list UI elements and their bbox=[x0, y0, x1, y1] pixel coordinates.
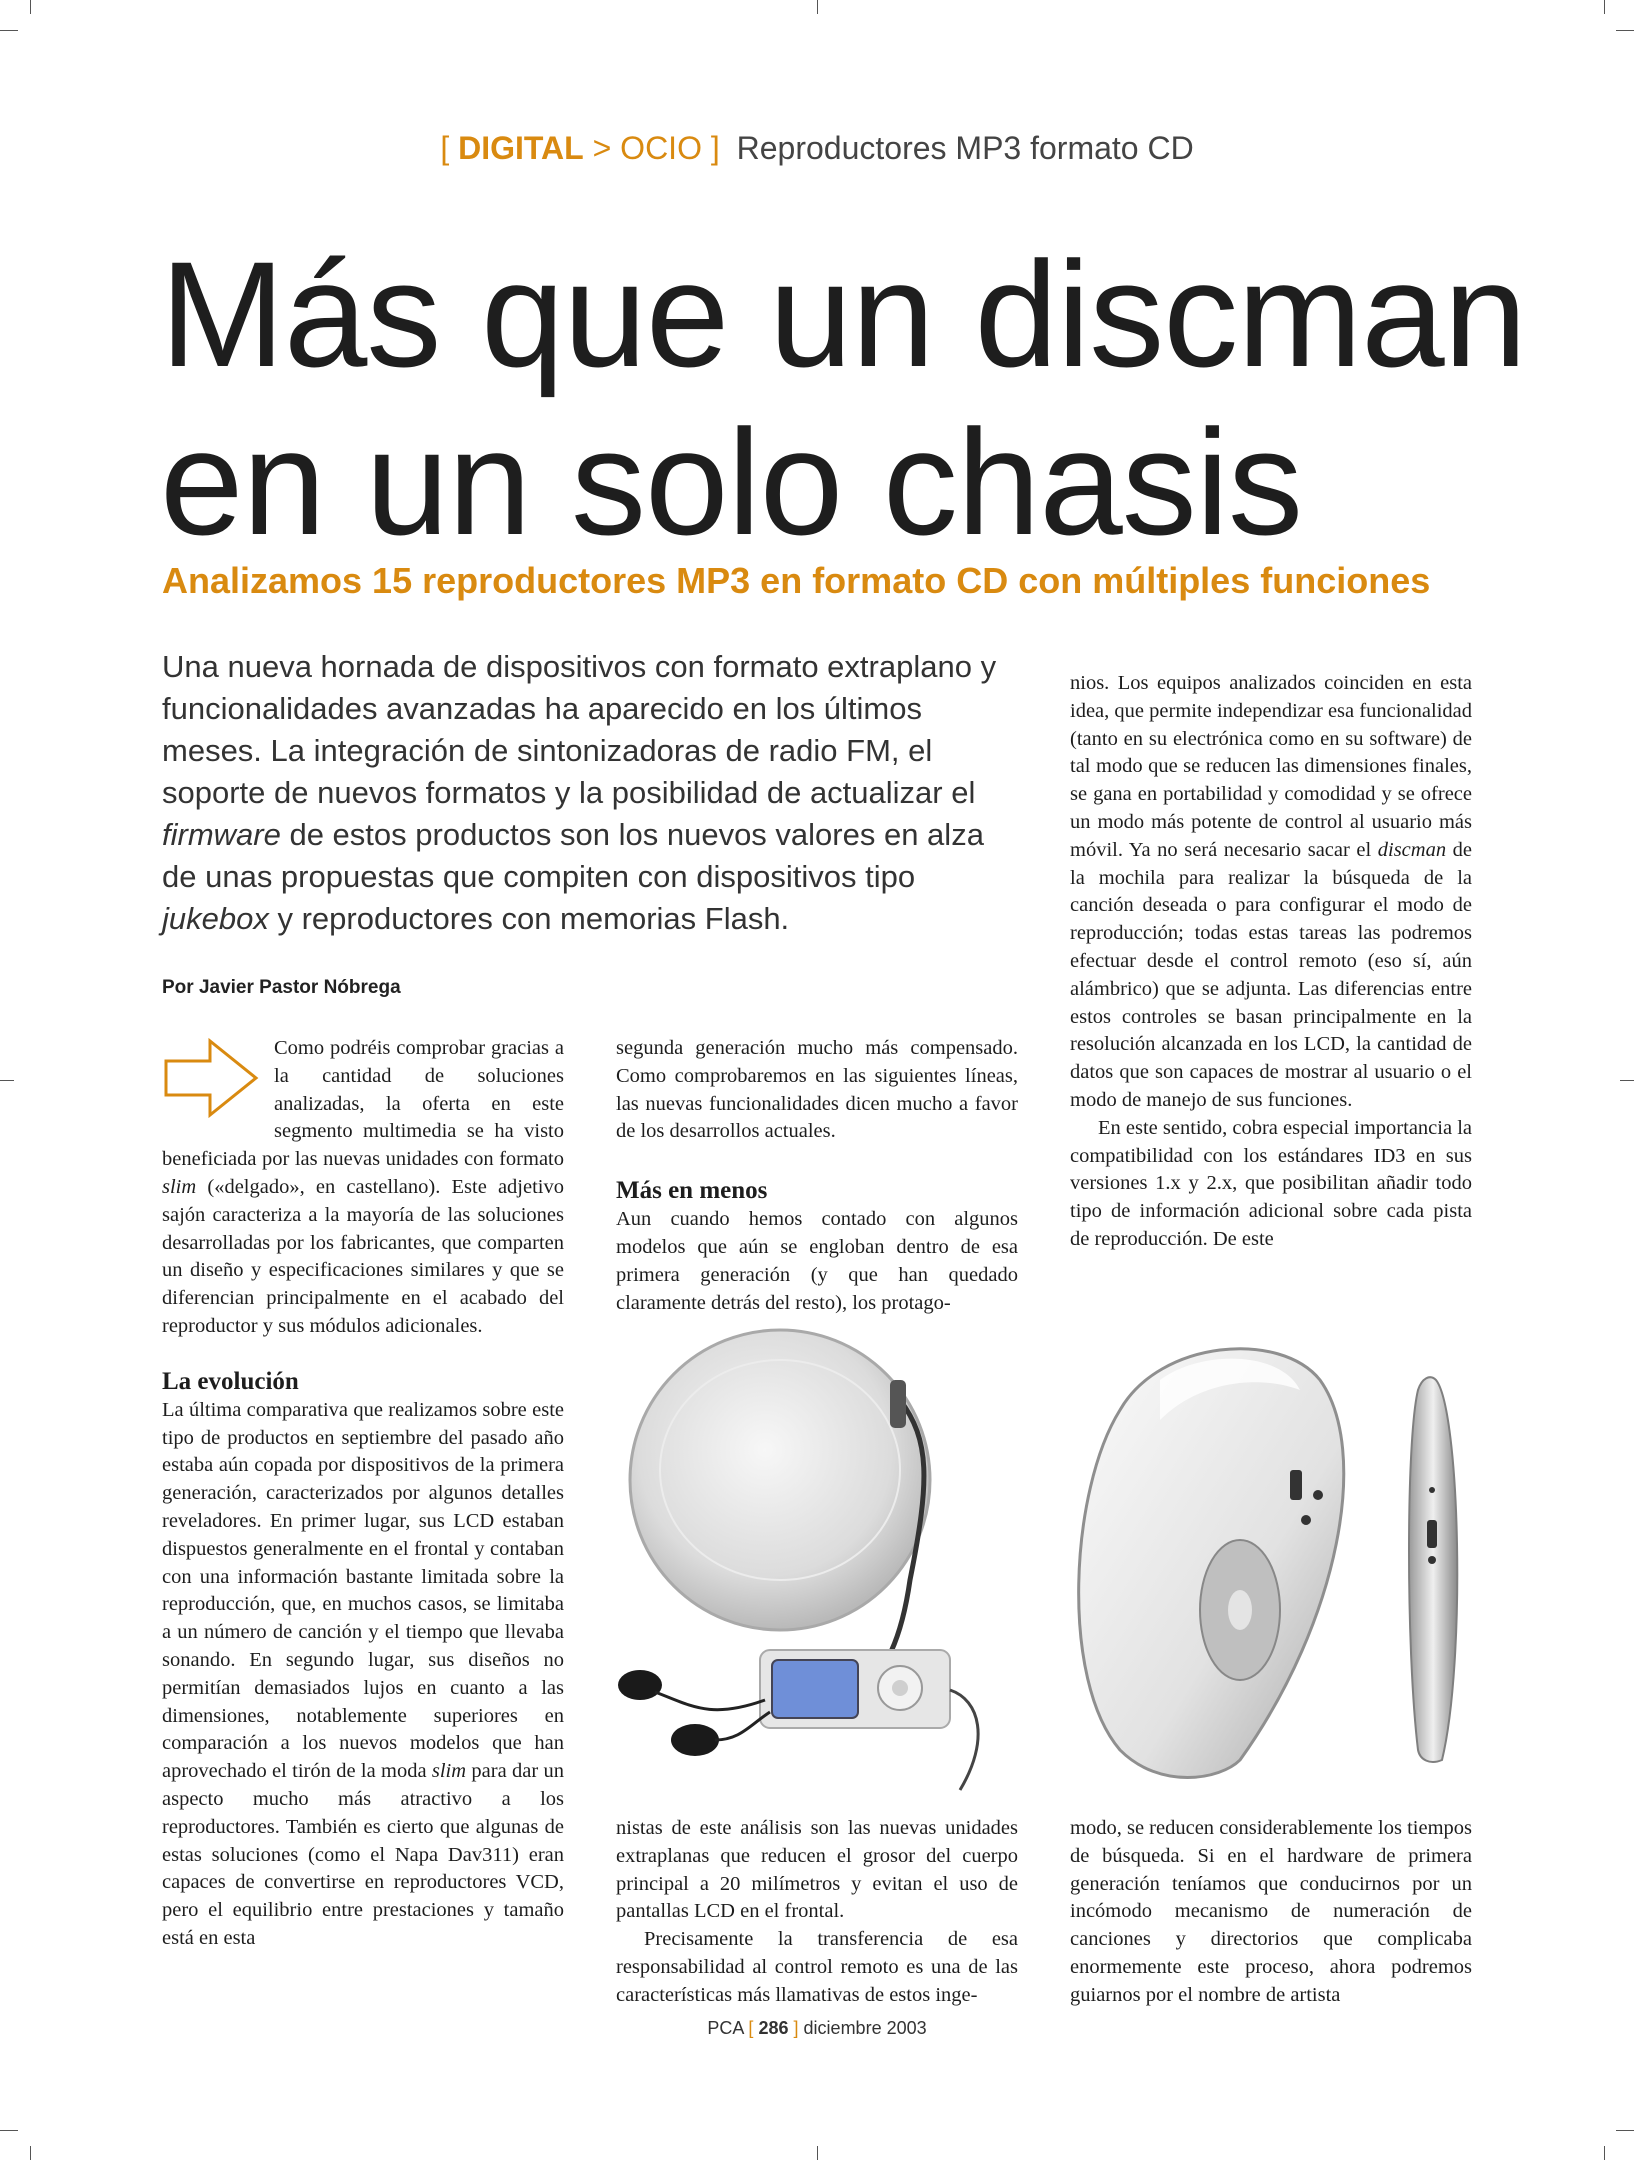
paragraph: Aun cuando hemos contado con algunos modelos que aún se engloban dentro de esa primera generación (y que han quedado claramente detrás del resto), los protago- bbox=[616, 1208, 1018, 1314]
issue-date: diciembre 2003 bbox=[803, 2018, 927, 2038]
lead-paragraph bbox=[162, 646, 1022, 940]
lead-emphasis: jukebox bbox=[162, 901, 269, 936]
crop-mark bbox=[1616, 30, 1634, 31]
lead-text: de estos productos son los nuevos valores en alza de unas propuestas que compiten con dispositivos tipo bbox=[162, 817, 984, 894]
section-heading: La evolución bbox=[162, 1367, 299, 1395]
crop-mark bbox=[0, 1080, 14, 1081]
lead-emphasis: firmware bbox=[162, 817, 281, 852]
arrow-right-icon bbox=[162, 1035, 262, 1121]
product-photo bbox=[600, 1320, 1480, 1800]
emphasis: discman bbox=[1377, 838, 1447, 861]
paragraph: modo, se reducen considerablemente los tiempos de búsqueda. Si en el hardware de primera generación teníamos que conducirnos por un incómodo mecanismo de numeración de canciones y directorios que complicaba enormemente este proceso, ahora podremos guiarnos por el nombre de artista bbox=[1070, 1817, 1472, 2006]
emphasis: slim bbox=[162, 1175, 197, 1198]
subtitle: Analizamos 15 reproductores MP3 en formato CD con múltiples funciones bbox=[162, 560, 1431, 601]
page-title bbox=[160, 230, 1540, 566]
section-heading: Más en menos bbox=[616, 1177, 768, 1205]
paragraph bbox=[162, 1397, 564, 1953]
paragraph-text: La última comparativa que realizamos sobre este tipo de productos en septiembre del pasado año estaba aún copada por dispositivos de la primera generación, caracterizados por algunos detalles reveladores. En primer lugar, sus LCD estaban dispuestos generalmente en el frontal y contaban con una información bastante limitada sobre la reproducción, que, en muchos casos, se limitaba a un número de canción y el tiempo que llevaba sonando. En segundo lugar, sus diseños no permitían demasiados lujos en cuanto a las dimensiones, notablemente superiores en comparación a los nuevos modelos que han aprovechado el tirón de la moda bbox=[162, 1398, 564, 1783]
title-line: en un solo chasis bbox=[160, 398, 1303, 566]
crop-mark bbox=[1616, 2130, 1634, 2131]
paragraph: segunda generación mucho más compensado. Como comprobaremos en las siguientes líneas, las nuevas funcionalidades dicen mucho a favor de los desarrollos actuales. bbox=[616, 1037, 1018, 1143]
lead-text: Una nueva hornada de dispositivos con formato extraplano y funcionalidades avanzadas ha aparecido en los últimos meses. La integración de sintonizadoras de radio FM, el soporte de nuevos formatos y la posibilidad de actualizar el bbox=[162, 649, 997, 810]
article-column-1 bbox=[162, 1035, 564, 1953]
article-column-2-continued bbox=[616, 1815, 1018, 2010]
paragraph: Precisamente la transferencia de esa responsabilidad al control remoto es una de las características más llamativas de estos inge- bbox=[616, 1928, 1018, 2006]
topic-label: Reproductores MP3 formato CD bbox=[736, 130, 1194, 166]
crop-mark bbox=[0, 30, 18, 31]
bracket: ] bbox=[793, 2018, 799, 2038]
crop-mark bbox=[1604, 0, 1605, 14]
byline: Por Javier Pastor Nóbrega bbox=[162, 977, 401, 998]
subsection-link[interactable]: OCIO bbox=[620, 130, 702, 166]
paragraph-text: Como podréis comprobar gracias a la cantidad de soluciones analizadas, la oferta en este segmento multimedia se ha visto beneficiada por las nuevas unidades con formato bbox=[162, 1037, 564, 1171]
emphasis: slim bbox=[431, 1760, 467, 1783]
crop-mark bbox=[1620, 1080, 1634, 1081]
crop-mark bbox=[0, 2130, 18, 2131]
paragraph-text: («delgado», en castellano). Este adjetivo sajón caracteriza a la mayoría de las soluciones desarrolladas por los fabricantes, que comparten un diseño y especificaciones similares y que se diferencian principalmente en el acabado del reproductor y sus módulos adicionales. bbox=[162, 1175, 564, 1337]
paragraph bbox=[1070, 670, 1472, 1115]
paragraph-text: para dar un aspecto mucho más atractivo a los reproductores. También es cierto que algunas de estas soluciones (como el Napa Dav311) eran capaces de convertirse en reproductores VCD, pero el equilibrio entre prestaciones y tamaño está en esta bbox=[162, 1760, 564, 1949]
publication-name: PCA bbox=[707, 2018, 744, 2038]
page-number: 286 bbox=[758, 2018, 789, 2038]
bracket: [ bbox=[748, 2018, 754, 2038]
paragraph: En este sentido, cobra especial importancia la compatibilidad con los estándares ID3 en sus versiones 1.x y 2.x, que posibilitan añadir todo tipo de información adicional sobre cada pista de reproducción. De este bbox=[1070, 1116, 1472, 1250]
page-footer bbox=[0, 2018, 1634, 2039]
bracket: ] bbox=[710, 130, 720, 166]
crop-mark bbox=[817, 2146, 818, 2160]
article-column-2 bbox=[616, 1035, 1018, 1317]
paragraph: nistas de este análisis son las nuevas unidades extraplanas que reducen el grosor del cuerpo principal a 20 milímetros y evitan el uso de pantallas LCD en el frontal. bbox=[616, 1817, 1018, 1923]
crop-mark bbox=[30, 2146, 31, 2160]
article-column-3 bbox=[1070, 670, 1472, 1254]
crop-mark bbox=[30, 0, 31, 14]
lead-text: y reproductores con memorias Flash. bbox=[268, 901, 790, 936]
paragraph-text: de la mochila para realizar la búsqueda de la canción deseada o para configurar el modo de reproducción; todas estas tareas las podremos efectuar desde el control remoto (eso sí, aún alámbrico) que se adjunta. Las diferencias entre estos controles se basan principalmente en la resolución alcanzada en los LCD, la cantidad de datos que son capaces de mostrar al usuario o el modo de manejo de sus funciones. bbox=[1070, 838, 1472, 1111]
title-line: Más que un discman bbox=[160, 230, 1527, 398]
section-link[interactable]: DIGITAL bbox=[458, 130, 584, 166]
article-column-3-continued bbox=[1070, 1815, 1472, 2010]
section-header bbox=[0, 130, 1634, 167]
paragraph-text: nios. Los equipos analizados coinciden en esta idea, que permite independizar esa funcionalidad (tanto en su electrónica como en su software) de tal modo que se reducen las dimensiones finales, se gana en portabilidad y comodidad y se ofrece un modo más potente de control al usuario más móvil. Ya no será necesario sacar el bbox=[1070, 672, 1472, 861]
separator: > bbox=[592, 130, 612, 166]
crop-mark bbox=[817, 0, 818, 14]
crop-mark bbox=[1604, 2146, 1605, 2160]
bracket: [ bbox=[440, 130, 450, 166]
